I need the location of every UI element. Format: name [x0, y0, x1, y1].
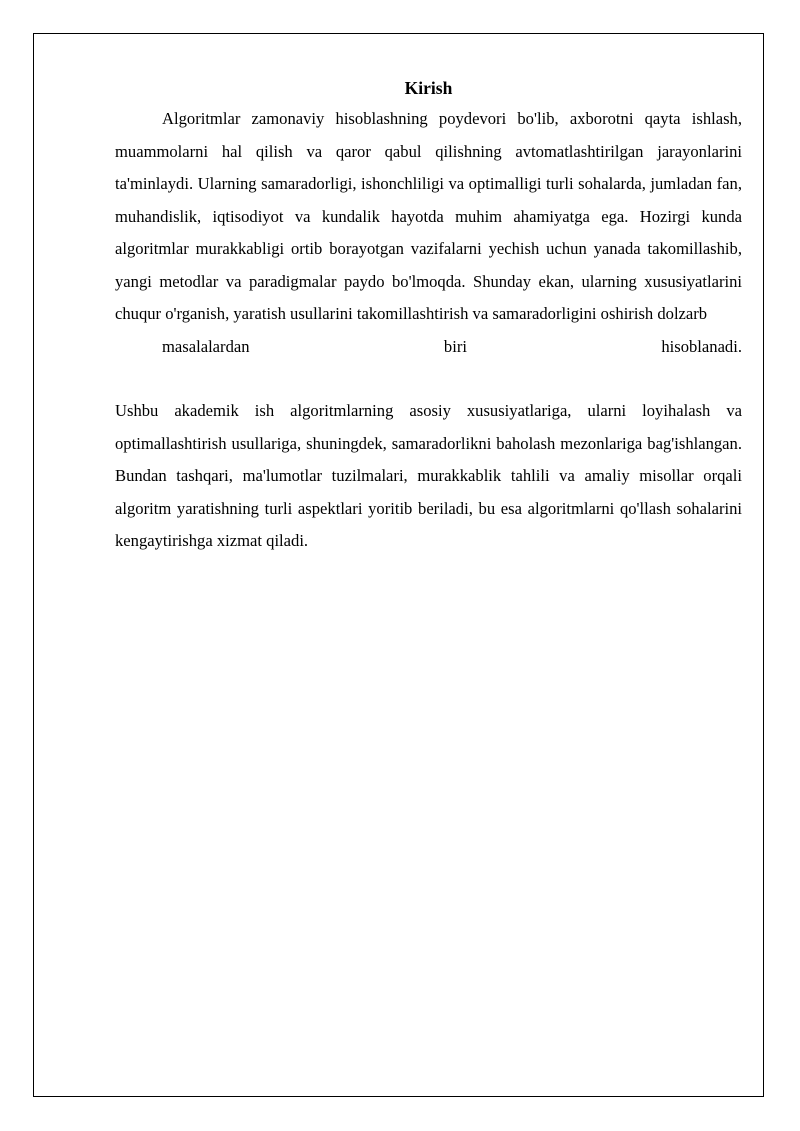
intro-paragraph-last-line: masalalardan biri hisoblanadi.: [162, 336, 742, 356]
scope-paragraph: Ushbu akademik ish algoritmlarning asosiy xususiyatlariga, ularni loyihalash va optimallashtirish usullariga, shuningdek, samaradorlikni baholash mezonlariga bag'ishlangan. Bundan tashqari, ma'lumotlar tuzilmalari, murakkablik tahlili va amaliy misollar orqali algoritm yaratishning turli aspektlari yoritib beriladi, bu esa algoritmlarni qo'llash sohalarini kengaytirishga xizmat qiladi.: [115, 401, 742, 550]
document-title: Kirish: [404, 78, 453, 98]
intro-paragraph: [115, 103, 742, 363]
document-body: [115, 77, 742, 558]
intro-paragraph-text: Algoritmlar zamonaviy hisoblashning poydevori bo'lib, axborotni qayta ishlash, muammolarni hal qilish va qaror qabul qilishning avtomatlashtirilgan jarayonlarini ta'minlaydi. Ularning samaradorligi, ishonchliligi va optimalligi turli sohalarda, jumladan fan, muhandislik, iqtisodiyot va kundalik hayotda muhim ahamiyatga ega. Hozirgi kunda algoritmlar murakkabligi ortib borayotgan vazifalarni yechish uchun yanada takomillashib, yangi metodlar va paradigmalar paydo bo'lmoqda. Shunday ekan, ularning xususiyatlarini chuqur o'rganish, yaratish usullarini takomillashtirish va samaradorligini oshirish dolzarb: [115, 109, 742, 323]
